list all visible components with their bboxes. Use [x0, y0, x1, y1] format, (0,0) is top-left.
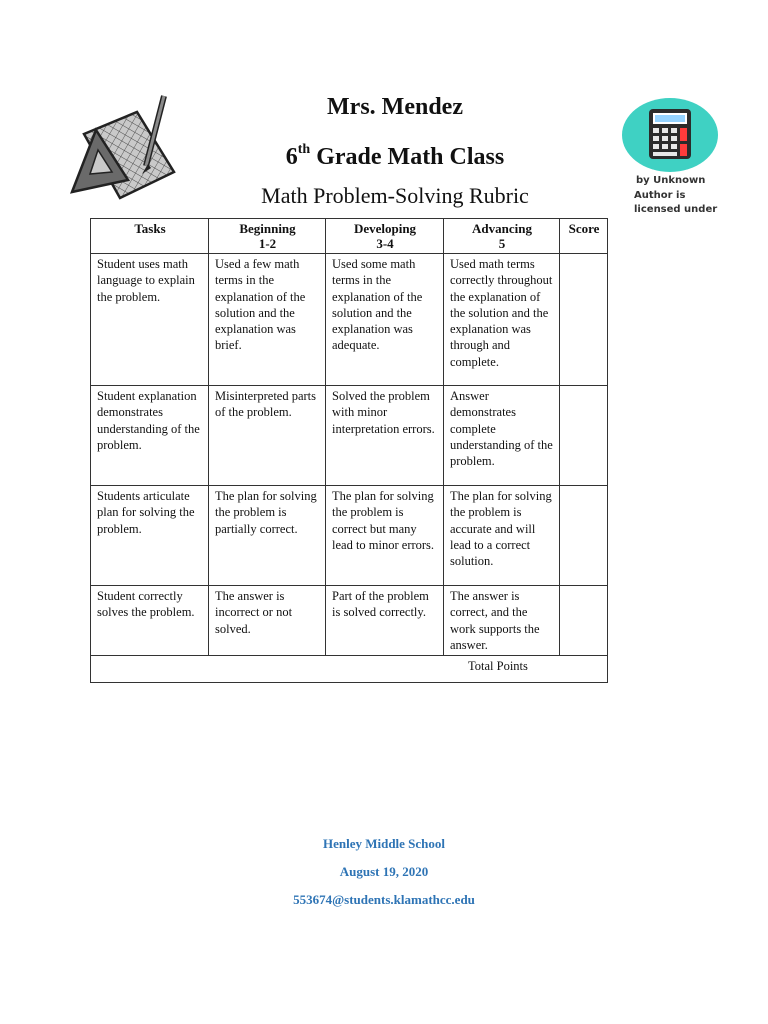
- calculator-badge: [622, 98, 718, 172]
- total-cell: [91, 656, 608, 683]
- school-name: Henley Middle School: [322, 836, 446, 851]
- beginning-cell: The answer is incorrect or not solved.: [209, 586, 326, 656]
- header-tasks: Tasks: [91, 219, 209, 254]
- table-row: [91, 254, 608, 386]
- developing-cell: The plan for solving the problem is correct but many lead to minor errors.: [326, 486, 444, 586]
- document-date: August 19, 2020: [339, 864, 429, 879]
- beginning-cell: The plan for solving the problem is partially correct.: [209, 486, 326, 586]
- task-cell: Student uses math language to explain the problem.: [91, 254, 209, 386]
- geometry-tools-icon: [62, 90, 182, 210]
- header-row: [91, 219, 608, 254]
- score-cell: [560, 254, 608, 386]
- rubric-title: Math Problem-Solving Rubric: [261, 183, 529, 208]
- header-developing: Developing 3-4: [326, 219, 444, 254]
- beginning-cell: Used a few math terms in the explanation of the solution and the explanation was brief.: [209, 254, 326, 386]
- table-row: [91, 386, 608, 486]
- developing-cell: Used some math terms in the explanation of the solution and the explanation was adequate.: [326, 254, 444, 386]
- total-points-label: Total Points: [468, 659, 528, 674]
- document-title: [230, 92, 560, 210]
- task-cell: Student correctly solves the problem.: [91, 586, 209, 656]
- total-row: [91, 656, 608, 683]
- table-row: [91, 586, 608, 656]
- task-cell: Students articulate plan for solving the problem.: [91, 486, 209, 586]
- score-cell: [560, 386, 608, 486]
- advancing-cell: Answer demonstrates complete understanding of the problem.: [444, 386, 560, 486]
- developing-cell: Part of the problem is solved correctly.: [326, 586, 444, 656]
- header-beginning: Beginning 1-2: [209, 219, 326, 254]
- advancing-cell: The plan for solving the problem is accurate and will lead to a correct solution.: [444, 486, 560, 586]
- header-score: Score: [560, 219, 608, 254]
- task-cell: Student explanation demonstrates understanding of the problem.: [91, 386, 209, 486]
- teacher-name: Mrs. Mendez: [327, 94, 463, 120]
- header-advancing: Advancing 5: [444, 219, 560, 254]
- image-credit: by Unknown Author is licensed under: [634, 175, 718, 215]
- rubric-table: [90, 218, 608, 683]
- contact-email[interactable]: 553674@students.klamathcc.edu: [293, 892, 475, 907]
- developing-cell: Solved the problem with minor interpretation errors.: [326, 386, 444, 486]
- advancing-cell: The answer is correct, and the work supports the answer.: [444, 586, 560, 656]
- calculator-icon: [648, 108, 692, 160]
- table-row: [91, 486, 608, 586]
- advancing-cell: Used math terms correctly throughout the explanation of the solution and the explanation was through and complete.: [444, 254, 560, 386]
- beginning-cell: Misinterpreted parts of the problem.: [209, 386, 326, 486]
- class-name: 6th Grade Math Class: [285, 142, 505, 170]
- score-cell: [560, 486, 608, 586]
- score-cell: [560, 586, 608, 656]
